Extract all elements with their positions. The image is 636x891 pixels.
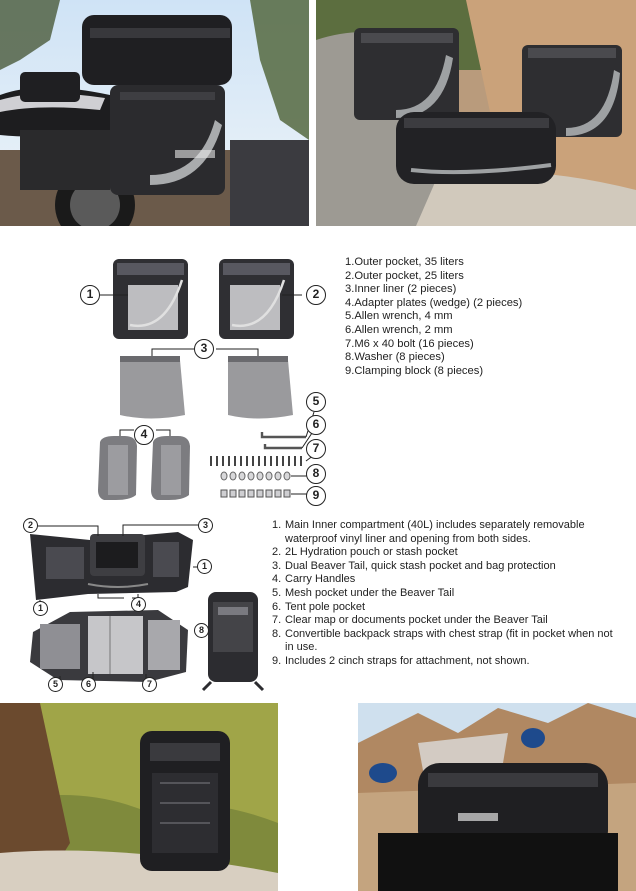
callout-1: 1 [80, 285, 100, 305]
kit-contents-diagram [70, 250, 332, 512]
list-item: 5. Mesh pocket under the Beaver Tail [272, 586, 455, 599]
callout-9: 9 [306, 486, 326, 506]
list-item: 3. Dual Beaver Tail, quick stash pocket and bag protection [272, 559, 556, 572]
open-flat-view-illustration [30, 610, 188, 682]
list-item: 8. Convertible backpack straps with chest strap (fit in pocket when not in use. [272, 627, 613, 654]
callout-1: 1 [33, 601, 48, 616]
list-item: 8.Washer (8 pieces) [345, 351, 445, 364]
list-item: 4. Carry Handles [272, 573, 356, 586]
callout-1-right: 1 [197, 559, 212, 574]
outer-pocket-35l-illustration [113, 259, 188, 339]
photo-motorcycle-with-bags [0, 0, 309, 226]
callout-2: 2 [23, 518, 38, 533]
callout-3: 3 [194, 339, 214, 359]
backpack-illustration [203, 592, 263, 690]
list-item: 2.Outer pocket, 25 liters [345, 269, 464, 282]
list-item: 7. Clear map or documents pocket under the Beaver Tail [272, 614, 548, 627]
features-list [272, 519, 624, 669]
callout-2: 2 [306, 285, 326, 305]
callout-6: 6 [81, 677, 96, 692]
callout-8: 8 [306, 464, 326, 484]
adapter-plates-illustration [98, 436, 190, 500]
callout-5: 5 [48, 677, 63, 692]
list-item: 5.Allen wrench, 4 mm [345, 310, 453, 323]
callout-7: 7 [142, 677, 157, 692]
list-item: 6.Allen wrench, 2 mm [345, 323, 453, 336]
allen-wrenches-illustration [262, 432, 306, 448]
tail-bag-features-diagram [18, 512, 272, 697]
callout-5: 5 [306, 392, 326, 412]
list-item: 2. 2L Hydration pouch or stash pocket [272, 546, 458, 559]
callout-7: 7 [306, 439, 326, 459]
list-item: 4.Adapter plates (wedge) (2 pieces) [345, 296, 523, 309]
clamping-blocks-illustration [221, 490, 290, 497]
bolts-illustration [210, 456, 302, 466]
callout-8: 8 [194, 623, 209, 638]
open-tail-bag-illustration [30, 532, 193, 600]
list-item: 9. Includes 2 cinch straps for attachment, not shown. [272, 654, 530, 667]
callout-4: 4 [131, 597, 146, 612]
photo-backpack-on-log [0, 703, 278, 891]
photo-bags-on-rocks [316, 0, 636, 226]
callout-4: 4 [134, 425, 154, 445]
list-item: 6. Tent pole pocket [272, 600, 366, 613]
callout-6: 6 [306, 415, 326, 435]
parts-list [345, 256, 625, 378]
photo-tail-bag-on-motorcycle [358, 703, 636, 891]
callout-3: 3 [198, 518, 213, 533]
outer-pocket-25l-illustration [219, 259, 294, 339]
inner-liner-illustration [120, 356, 293, 419]
list-item: 9.Clamping block (8 pieces) [345, 364, 484, 377]
list-item: 1.Outer pocket, 35 liters [345, 256, 464, 268]
list-item: 7.M6 x 40 bolt (16 pieces) [345, 337, 474, 350]
washers-illustration [221, 472, 290, 480]
list-item: 1. Main Inner compartment (40L) includes separately removable waterproof vinyl liner and opening from both sides. [272, 519, 585, 545]
list-item: 3.Inner liner (2 pieces) [345, 283, 457, 296]
